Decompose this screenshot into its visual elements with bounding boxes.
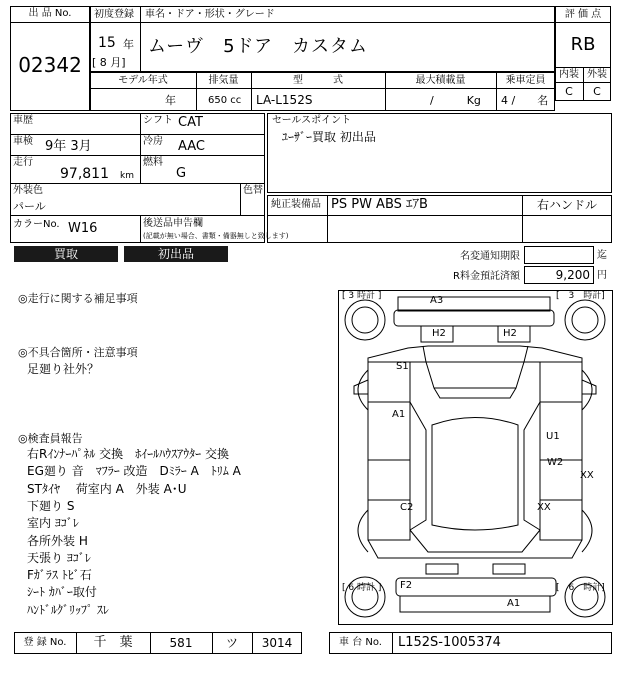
mark-a1-bottom: A1 [507,598,521,609]
after-doc-note: (記載が無い場合、書類・備器無しと致します) [143,232,289,240]
equipment-value: PS PW ABS ｴｱB [331,197,428,212]
model-label: 型 式 [293,75,343,86]
capacity-value: 4 / 名 [501,94,549,107]
wheel-front-left-icon [345,300,385,340]
registration-number: 3014 [261,636,293,650]
recycle-value: 9,200 [555,268,590,282]
wheel-rear-left-icon [345,577,385,617]
corner-label-top-left: [ 3 時計 ] [342,291,382,301]
corner-label-top-right: [ 3 時計] [556,291,605,301]
chassis-label: 車 台 No. [339,637,382,648]
steering-value: 右ハンドル [536,198,597,212]
grade-label: 評 価 点 [564,9,602,20]
history-label: 車歴 [13,115,33,126]
car-outline-diagram [338,290,613,625]
shift-value: CAT [178,115,203,130]
inspection-label: 車検 [13,136,33,147]
registration-class: 581 [169,636,193,650]
lot-label: 出 品 No. [28,8,72,19]
max-load-label: 最大積載量 [415,75,466,86]
mark-h2-right: H2 [503,328,517,339]
recycle-unit: 円 [597,270,607,281]
inspection-value: 9年 3月 [45,139,92,154]
displacement-label: 排気量 [208,75,239,86]
car-name-label: 車名・ドア・形状・グレード [145,9,275,20]
mark-xx-mid: XX [537,502,551,513]
mark-h2-left: H2 [432,328,446,339]
equipment-label: 純正装備品 [271,199,321,210]
exterior-label: 外装 [587,69,607,80]
mileage-label: 走行 [13,157,33,168]
ac-value: AAC [178,139,205,154]
exterior-color-label: 外装色 [13,185,43,196]
registration-label: 登 録 No. [23,637,67,648]
exterior-grade: C [593,85,601,98]
mark-a1-left: A1 [392,409,406,420]
inspector-report-line: 右Rｲﾝﾅｰﾊﾟﾈﾙ 交換 ﾎｲｰﾙﾊｳｽｱｳﾀｰ 交換 [27,447,229,461]
fuel-label: 燃料 [143,157,163,168]
shift-label: シフト [143,115,173,126]
inspector-report-line: 下廻り S [27,498,75,513]
inspector-report-line: ﾊﾝﾄﾞﾙｸﾞﾘｯﾌﾟ ｽﾚ [27,602,109,617]
ac-label: 冷房 [143,136,163,147]
tag-first-listing: 初出品 [124,246,228,262]
tag-kaitori: 買取 [14,246,118,262]
registration-kana: ツ [225,636,238,650]
inspector-report-line: 天張り ﾖｺﾞﾚ [27,550,91,565]
exterior-color-value: パール [13,200,46,213]
max-load-value: / Kg [430,94,481,107]
displacement-value: 650 cc [208,95,242,106]
color-no-label: カラーNo. [13,219,60,230]
first-reg-year: 15 [98,35,116,51]
capacity-label: 乗車定員 [505,75,546,86]
inspector-report-title: ◎検査員報告 [18,432,83,445]
mark-s1: S1 [396,361,409,372]
year-unit: 年 [123,38,134,51]
inspector-report-line: STﾀｲﾔ 荷室内 A 外装 A･U [27,481,187,496]
mark-u1: U1 [546,431,560,442]
grade-value: RB [570,34,596,55]
name-change-label: 名変通知期限 [460,251,520,262]
mark-xx-right: XX [580,470,594,481]
inspector-report-line: 室内 ﾖｺﾞﾚ [27,516,79,531]
mileage-value: 97,811 [60,166,109,182]
first-reg-month: [ 8 月] [92,56,126,69]
recycle-label: R料金預託済額 [453,271,520,282]
first-reg-label: 初度登録 [94,9,134,20]
interior-label: 内装 [559,69,579,80]
sales-point-label: セールスポイント [272,115,352,126]
interior-grade: C [565,85,573,98]
mileage-unit: km [120,171,134,181]
inspector-report-line: Fｶﾞﾗｽ ﾄﾋﾞ石 [27,568,92,583]
name-change-unit: 迄 [597,250,607,261]
lot-number: 02342 [18,53,82,77]
mark-a3: A3 [430,295,444,306]
mark-w2: W2 [547,457,564,468]
name-change-value-box [524,246,594,264]
corner-label-bottom-right: [ 6 時計] [556,583,605,593]
driving-notes-title: ◎走行に関する補足事項 [18,292,138,305]
mark-f2: F2 [400,580,413,591]
fuel-value: G [176,166,187,181]
wheel-rear-right-icon [565,577,605,617]
sales-point-value: ﾕｰｻﾞｰ買取 初出品 [282,130,376,144]
color-change-label: 色替 [243,185,263,196]
inspector-report-line: EG廻り 音 ﾏﾌﾗｰ 改造 Dﾐﾗｰ A ﾄﾘﾑ A [27,464,241,479]
mark-c2: C2 [400,502,414,513]
wheel-front-right-icon [565,300,605,340]
defect-notes-title: ◎不具合箇所・注意事項 [18,346,138,359]
chassis-number: L152S-1005374 [398,635,501,650]
color-no-value: W16 [68,221,98,236]
corner-label-bottom-left: [ 6 時計 ] [342,583,382,593]
defect-notes-text: 足廻り社外？ [27,362,100,376]
model-year-value: 年 [165,94,176,107]
car-name: ムーヴ 5ドア カスタム [148,36,369,57]
after-doc-label: 後送品申告欄 [143,218,203,229]
model-value: LA-L152S [256,93,313,107]
registration-area: 千 葉 [93,635,133,650]
inspector-report-line: ｼｰﾄ ｶﾊﾞｰ取付 [27,585,97,600]
inspector-report-line: 各所外装 H [27,533,88,548]
model-year-label: モデル年式 [118,75,168,86]
